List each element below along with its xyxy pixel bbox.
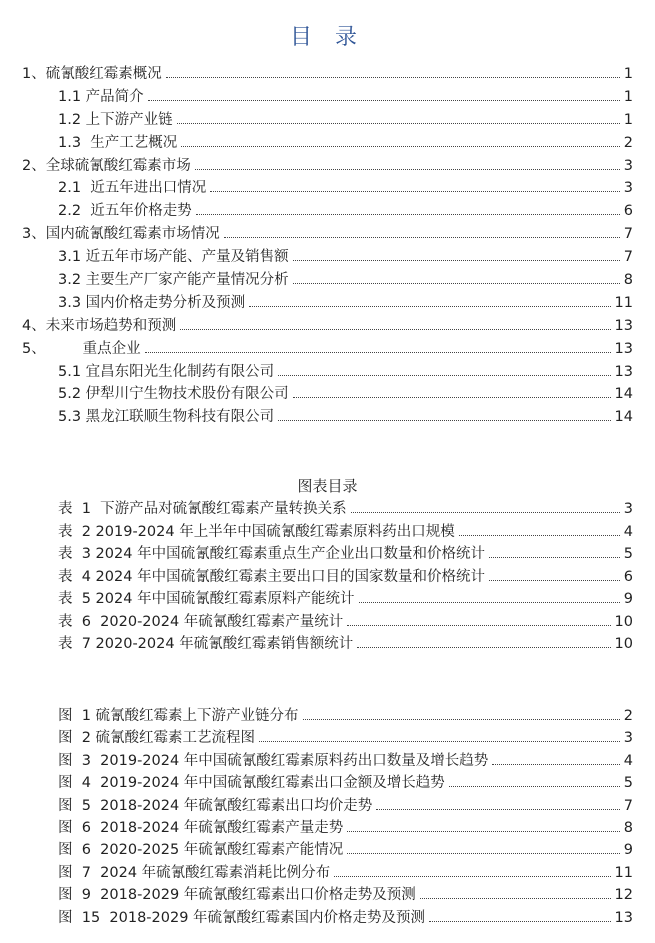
toc-entry[interactable] <box>0 245 655 268</box>
toc-entry[interactable] <box>0 176 655 199</box>
dot-leader <box>278 405 610 421</box>
entry-label: 表 4 2024 年中国硫氰酸红霉素主要出口目的国家数量和价格统计 <box>58 568 486 585</box>
entry-page-number: 1 <box>623 66 633 82</box>
toc-entry[interactable] <box>0 360 655 383</box>
entry-page-number: 6 <box>623 203 633 220</box>
toc-entry[interactable] <box>0 704 655 726</box>
dot-leader <box>293 382 611 398</box>
dot-leader <box>293 245 620 261</box>
dot-leader <box>347 838 619 854</box>
toc-entry[interactable] <box>0 816 655 838</box>
entry-page-number: 1 <box>623 111 633 128</box>
dot-leader <box>347 610 610 626</box>
dot-leader <box>334 861 610 877</box>
toc-entry[interactable] <box>0 861 655 883</box>
toc-entry[interactable] <box>0 314 655 337</box>
entry-page-number: 8 <box>623 272 633 289</box>
toc-entry[interactable] <box>0 405 655 428</box>
entry-label: 图 1 硫氰酸红霉素上下游产业链分布 <box>58 708 299 724</box>
entry-page-number: 7 <box>623 797 633 814</box>
entry-page-number: 14 <box>614 409 633 426</box>
entry-page-number: 12 <box>614 887 633 904</box>
dot-leader <box>376 794 619 810</box>
entry-page-number: 4 <box>623 523 633 540</box>
dot-leader <box>357 632 610 648</box>
toc-entry[interactable] <box>0 726 655 748</box>
entry-label: 1.2 上下游产业链 <box>58 111 173 128</box>
entry-label: 3.1 近五年市场产能、产量及销售额 <box>58 249 289 266</box>
entry-page-number: 11 <box>614 864 633 881</box>
entry-label: 5.3 黑龙江联顺生物科技有限公司 <box>58 409 275 426</box>
toc-entry[interactable] <box>0 154 655 177</box>
entry-label: 3、国内硫氰酸红霉素市场情况 <box>22 226 220 243</box>
dot-leader <box>180 314 610 330</box>
entry-label: 2.2 近五年价格走势 <box>58 203 192 220</box>
toc-entry[interactable] <box>0 497 655 520</box>
entry-page-number: 5 <box>623 775 633 792</box>
toc-entry[interactable] <box>0 291 655 314</box>
entry-label: 5.1 宜昌东阳光生化制药有限公司 <box>58 363 275 380</box>
entry-page-number: 10 <box>614 636 633 652</box>
toc-entry[interactable] <box>0 771 655 793</box>
dot-leader <box>224 222 620 238</box>
toc-entry[interactable] <box>0 749 655 771</box>
entry-page-number: 13 <box>614 909 633 926</box>
entry-label: 1、硫氰酸红霉素概况 <box>22 66 162 82</box>
dot-leader <box>145 337 611 353</box>
entry-page-number: 9 <box>623 591 633 607</box>
entry-label: 图 9 2018-2029 年硫氰酸红霉素出口价格走势及预测 <box>58 887 416 904</box>
entry-page-number: 3 <box>623 180 633 197</box>
toc-entry[interactable] <box>0 565 655 588</box>
toc-entry[interactable] <box>0 222 655 245</box>
dot-leader <box>489 565 620 581</box>
dot-leader <box>259 726 620 742</box>
dot-leader <box>347 816 619 832</box>
entry-label: 3.3 国内价格走势分析及预测 <box>58 294 246 311</box>
entry-page-number: 3 <box>623 501 633 517</box>
entry-page-number: 14 <box>614 386 633 403</box>
toc-entry[interactable] <box>0 131 655 154</box>
toc-entry[interactable] <box>0 85 655 108</box>
table-of-contents <box>0 62 655 428</box>
dot-leader <box>249 291 610 307</box>
entry-page-number: 3 <box>623 157 633 174</box>
dot-leader <box>293 268 620 284</box>
dot-leader <box>195 154 620 170</box>
entry-label: 4、未来市场趋势和预测 <box>22 317 177 334</box>
entry-label: 1.1 产品简介 <box>58 88 144 105</box>
toc-entry[interactable] <box>0 632 655 655</box>
entry-label: 表 2 2019-2024 年上半年中国硫氰酸红霉素原料药出口规模 <box>58 523 455 540</box>
entry-label: 表 7 2020-2024 年硫氰酸红霉素销售额统计 <box>58 636 354 652</box>
dot-leader <box>196 199 620 215</box>
dot-leader <box>351 497 620 513</box>
entry-page-number: 7 <box>623 226 633 243</box>
entry-label: 图 7 2024 年硫氰酸红霉素消耗比例分布 <box>58 864 331 881</box>
entry-label: 表 3 2024 年中国硫氰酸红霉素重点生产企业出口数量和价格统计 <box>58 546 486 562</box>
dot-leader <box>492 749 619 765</box>
entry-label: 图 6 2020-2025 年硫氰酸红霉素产能情况 <box>58 842 344 859</box>
toc-entry[interactable] <box>0 108 655 131</box>
entry-label: 图 6 2018-2024 年硫氰酸红霉素产量走势 <box>58 819 344 836</box>
dot-leader <box>489 542 620 558</box>
toc-entry[interactable] <box>0 520 655 543</box>
toc-entry[interactable] <box>0 838 655 860</box>
toc-entry[interactable] <box>0 62 655 85</box>
entry-label: 表 1 下游产品对硫氰酸红霉素产量转换关系 <box>58 501 347 517</box>
entry-label: 表 6 2020-2024 年硫氰酸红霉素产量统计 <box>58 613 344 630</box>
dot-leader <box>429 906 611 922</box>
dot-leader <box>181 131 619 147</box>
entry-label: 2、全球硫氰酸红霉素市场 <box>22 157 191 174</box>
dot-leader <box>148 85 620 101</box>
dot-leader <box>278 360 610 376</box>
page-title: 目 录 <box>290 25 365 50</box>
entry-page-number: 2 <box>623 134 633 151</box>
entry-page-number: 1 <box>623 88 633 105</box>
dot-leader <box>420 883 611 899</box>
dot-leader <box>177 108 620 124</box>
entry-page-number: 9 <box>623 842 633 859</box>
entry-page-number: 11 <box>614 294 633 311</box>
entry-page-number: 13 <box>614 317 633 334</box>
entry-page-number: 4 <box>623 752 633 769</box>
toc-entry[interactable] <box>0 906 655 928</box>
toc-entry[interactable] <box>0 883 655 905</box>
figures-heading: 图表目录 <box>297 477 358 495</box>
entry-page-number: 10 <box>614 613 633 630</box>
toc-entry[interactable] <box>0 794 655 816</box>
entry-page-number: 7 <box>623 249 633 266</box>
entry-label: 表 5 2024 年中国硫氰酸红霉素原料产能统计 <box>58 591 355 607</box>
entry-page-number: 13 <box>614 363 633 380</box>
entry-label: 5.2 伊犁川宁生物技术股份有限公司 <box>58 386 289 403</box>
dot-leader <box>166 62 620 78</box>
entry-page-number: 13 <box>614 340 633 357</box>
entry-label: 1.3 生产工艺概况 <box>58 134 178 151</box>
entry-page-number: 8 <box>623 819 633 836</box>
toc-entry[interactable] <box>0 542 655 565</box>
dot-leader <box>303 704 620 720</box>
entry-label: 5、 重点企业 <box>22 340 141 357</box>
table-list <box>0 497 655 655</box>
dot-leader <box>459 520 620 536</box>
dot-leader <box>449 771 620 787</box>
entry-page-number: 2 <box>623 708 633 724</box>
entry-page-number: 5 <box>623 546 633 562</box>
dot-leader <box>210 176 619 192</box>
entry-page-number: 3 <box>623 730 633 747</box>
entry-label: 图 3 2019-2024 年中国硫氰酸红霉素原料药出口数量及增长趋势 <box>58 752 489 769</box>
toc-entry[interactable] <box>0 199 655 222</box>
figure-list <box>0 704 655 928</box>
entry-label: 3.2 主要生产厂家产能产量情况分析 <box>58 272 289 289</box>
dot-leader <box>359 587 620 603</box>
toc-entry[interactable] <box>0 268 655 291</box>
toc-entry[interactable] <box>0 337 655 360</box>
toc-entry[interactable] <box>0 610 655 633</box>
toc-entry[interactable] <box>0 587 655 610</box>
entry-label: 图 4 2019-2024 年中国硫氰酸红霉素出口金额及增长趋势 <box>58 775 445 792</box>
entry-label: 图 5 2018-2024 年硫氰酸红霉素出口均价走势 <box>58 797 373 814</box>
entry-label: 图 2 硫氰酸红霉素工艺流程图 <box>58 730 256 747</box>
entry-label: 图 15 2018-2029 年硫氰酸红霉素国内价格走势及预测 <box>58 909 426 926</box>
toc-entry[interactable] <box>0 382 655 405</box>
entry-label: 2.1 近五年进出口情况 <box>58 180 207 197</box>
entry-page-number: 6 <box>623 568 633 585</box>
